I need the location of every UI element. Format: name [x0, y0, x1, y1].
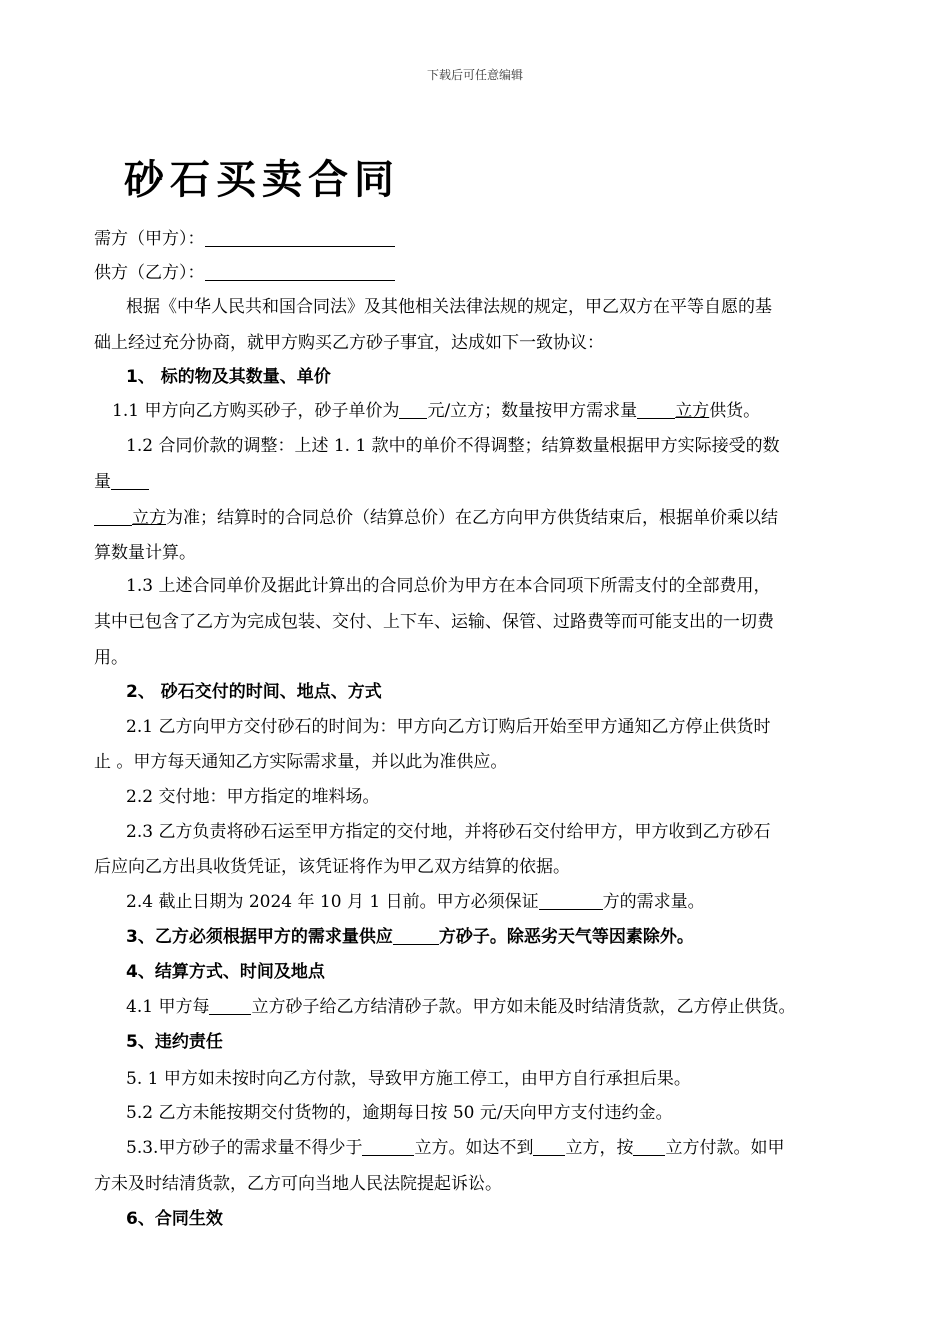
settlement-quantity-blank[interactable] — [111, 472, 149, 490]
section-3-text-a: 3、乙方必须根据甲方的需求量供应 — [126, 927, 393, 947]
party-a-label: 需方（甲方）： — [94, 229, 205, 249]
section-5-heading: 5、违约责任 — [126, 1032, 223, 1052]
unit-price-blank[interactable] — [399, 401, 427, 419]
clause-5-3-line-1 — [126, 1137, 784, 1159]
minimum-demand-blank[interactable] — [539, 892, 603, 910]
clause-2-2: 2.2 交付地：甲方指定的堆料场。 — [126, 787, 380, 807]
shortfall-quantity-blank[interactable] — [533, 1138, 565, 1156]
section-3 — [126, 926, 694, 948]
clause-5-3-text-b: 立方。如达不到 — [414, 1138, 534, 1158]
party-a-blank[interactable] — [205, 229, 395, 247]
section-2-heading: 2、 砂石交付的时间、地点、方式 — [126, 682, 382, 702]
clause-1-2-line-1: 1.2 合同价款的调整：上述 1. 1 款中的单价不得调整；结算数量根据甲方实际接受的数 — [126, 436, 780, 456]
clause-2-1-line-2: 止 。甲方每天通知乙方实际需求量，并以此为准供应。 — [94, 752, 508, 772]
clause-5-3-text-c: 立方，按 — [565, 1138, 634, 1158]
party-a-line — [94, 228, 395, 250]
clause-1-2-text-b: 量 — [94, 472, 111, 492]
clause-4-1 — [126, 996, 795, 1018]
clause-2-4 — [126, 891, 705, 913]
intro-line-2: 础上经过充分协商，就甲方购买乙方砂子事宜，达成如下一致协议： — [94, 333, 604, 353]
clause-1-1-text-a: 1.1 甲方向乙方购买砂子，砂子单价为 — [112, 401, 400, 421]
clause-1-3-line-2: 其中已包含了乙方为完成包装、交付、上下车、运输、保管、过路费等而可能支出的一切费 — [94, 612, 774, 632]
intro-line-1: 根据《中华人民共和国合同法》及其他相关法律法规的规定，甲乙双方在平等自愿的基 — [126, 297, 772, 317]
clause-1-2-unit: 立方 — [132, 508, 166, 528]
clause-1-2-line-2 — [94, 471, 149, 493]
clause-4-1-text-b: 立方砂子给乙方结清砂子款。甲方如未能及时结清货款，乙方停止供货。 — [251, 997, 796, 1017]
clause-2-1-line-1: 2.1 乙方向甲方交付砂石的时间为：甲方向乙方订购后开始至甲方通知乙方停止供货时 — [126, 717, 771, 737]
clause-2-4-text-a: 2.4 截止日期为 2024 年 10 月 1 日前。甲方必须保证 — [126, 892, 539, 912]
settlement-interval-blank[interactable] — [209, 997, 251, 1015]
supply-quantity-blank[interactable] — [393, 927, 439, 945]
clause-1-3-line-3: 用。 — [94, 648, 128, 668]
settlement-quantity-blank-2[interactable] — [94, 508, 132, 526]
clause-5-3-text-d: 立方付款。如甲 — [665, 1138, 785, 1158]
clause-5-2: 5.2 乙方未能按期交付货物的，逾期每日按 50 元/天向甲方支付违约金。 — [126, 1103, 673, 1123]
clause-2-3-line-2: 后应向乙方出具收货凭证，该凭证将作为甲乙双方结算的依据。 — [94, 857, 570, 877]
clause-1-3-line-1: 1.3 上述合同单价及据此计算出的合同总价为甲方在本合同项下所需支付的全部费用， — [126, 576, 771, 596]
clause-2-3-line-1: 2.3 乙方负责将砂石运至甲方指定的交付地，并将砂石交付给甲方，甲方收到乙方砂石 — [126, 822, 771, 842]
clause-2-4-text-b: 方的需求量。 — [602, 892, 705, 912]
clause-5-3-line-2: 方未及时结清货款，乙方可向当地人民法院提起诉讼。 — [94, 1174, 502, 1194]
document-title: 砂石买卖合同 — [124, 157, 400, 203]
clause-5-3-text-a: 5.3.甲方砂子的需求量不得少于 — [126, 1138, 363, 1158]
clause-1-2-line-3 — [94, 507, 778, 529]
clause-1-1 — [112, 400, 760, 422]
section-4-heading: 4、结算方式、时间及地点 — [126, 962, 325, 982]
quantity-blank[interactable] — [637, 401, 675, 419]
clause-1-1-text-c: 供货。 — [709, 401, 761, 421]
clause-4-1-text-a: 4.1 甲方每 — [126, 997, 210, 1017]
min-quantity-blank[interactable] — [362, 1138, 414, 1156]
clause-1-1-unit: 立方 — [675, 401, 710, 421]
section-6-heading: 6、合同生效 — [126, 1209, 223, 1229]
party-b-line — [94, 262, 395, 284]
header-note: 下载后可任意编辑 — [426, 68, 523, 82]
clause-1-1-text-b: 元/立方；数量按甲方需求量 — [427, 401, 638, 421]
section-1-heading: 1、 标的物及其数量、单价 — [126, 367, 331, 387]
clause-1-2-line-4: 算数量计算。 — [94, 543, 196, 563]
party-b-blank[interactable] — [205, 263, 395, 281]
party-b-label: 供方（乙方）： — [94, 263, 205, 283]
section-3-text-b: 方砂子。除恶劣天气等因素除外。 — [438, 927, 694, 947]
payment-quantity-blank[interactable] — [633, 1138, 665, 1156]
clause-5-1: 5. 1 甲方如未按时向乙方付款，导致甲方施工停工，由甲方自行承担后果。 — [126, 1069, 691, 1089]
clause-1-2-text-c: 为准；结算时的合同总价（结算总价）在乙方向甲方供货结束后，根据单价乘以结 — [166, 508, 778, 528]
